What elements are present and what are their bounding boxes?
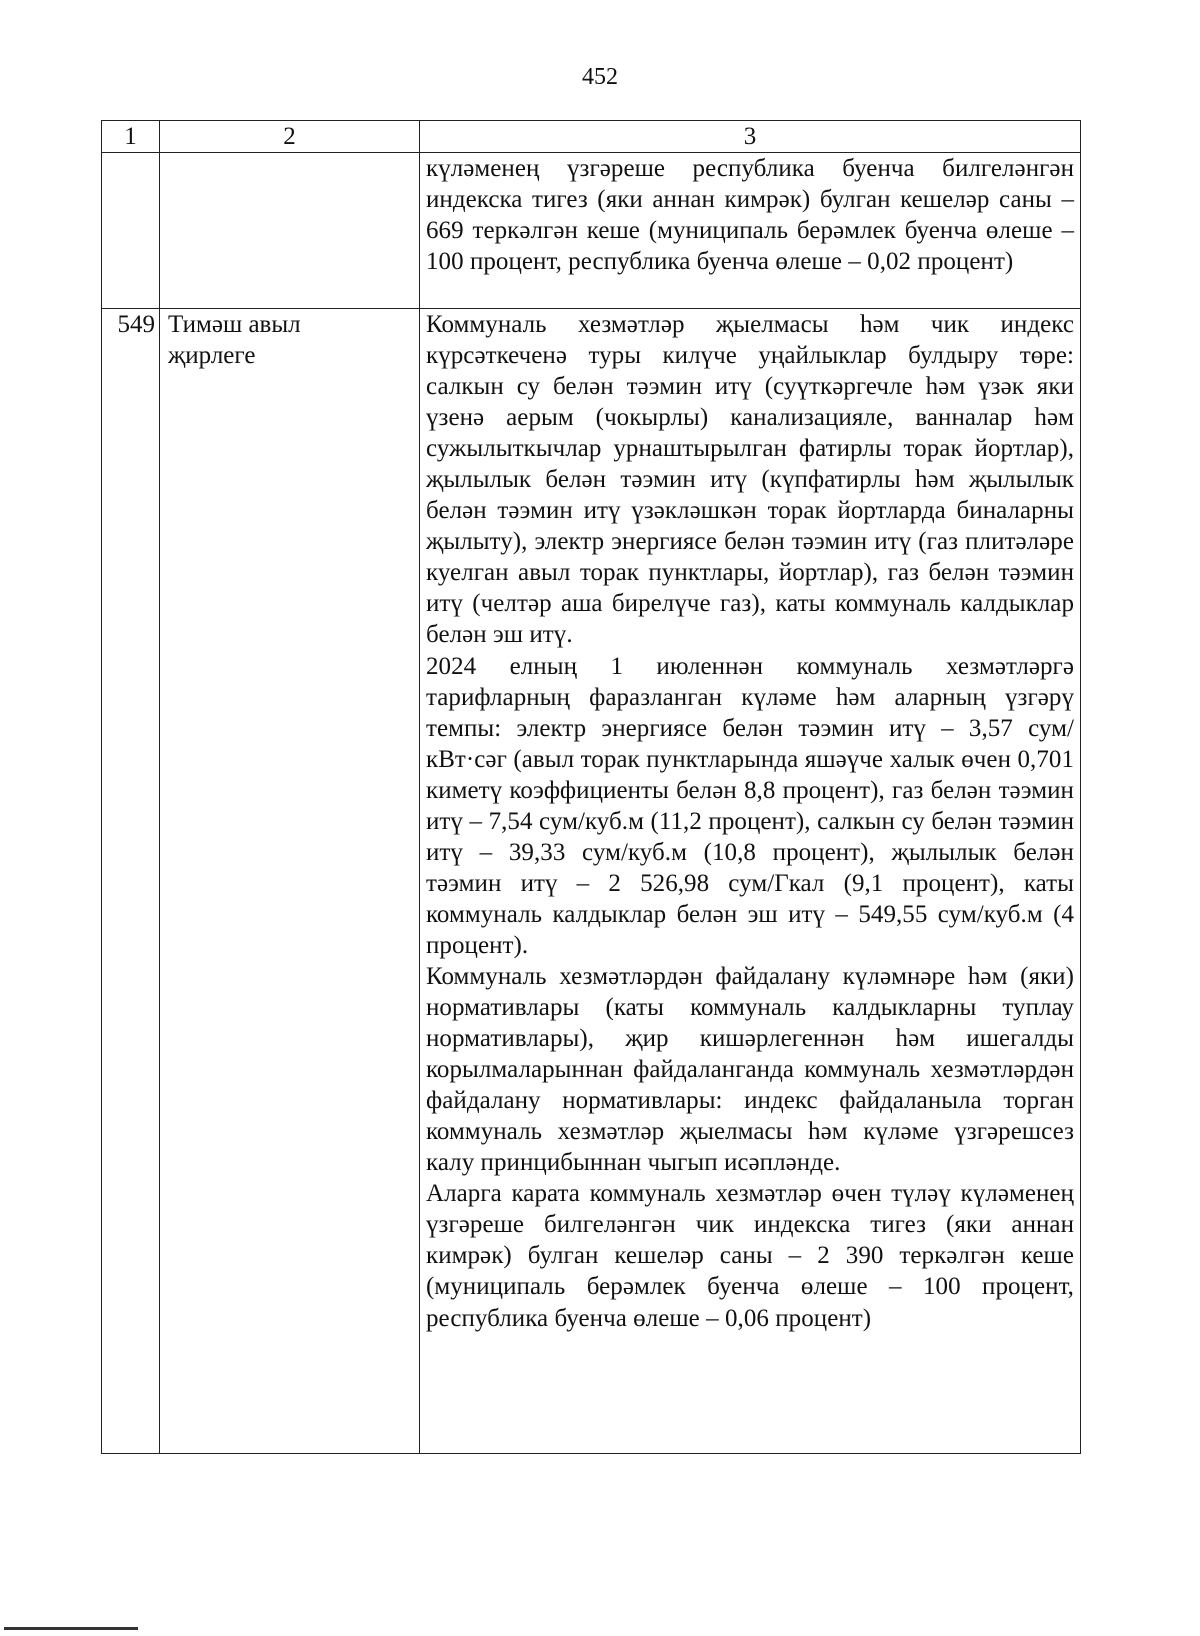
- column-header-1: 1: [102, 121, 160, 153]
- column-header-3: 3: [420, 121, 1081, 153]
- table-row-continuation: [102, 153, 1081, 309]
- settlement-name-line-1: Тимәш авыл: [168, 311, 301, 338]
- row-number-cell: 549: [102, 309, 160, 1454]
- row-number-cell: [102, 153, 160, 309]
- page-number: 452: [582, 64, 618, 90]
- consumption-norms-paragraph: Коммуналь хезмәтләрдән файдалану күләмнәре һәм (яки) нормативлары (каты коммуналь калдыкларны туплау нормативлары), җир кишәрлегеннән һәм ишегалды корылмаларыннан файдаланганда коммуналь хезмәтләрдән файдалану нормативлары: индекс файдаланыла торган коммуналь хезмәтләр җыелмасы һәм күләме үзгәрешсез калу принцибыннан чыгып исәпләнде.: [426, 962, 1074, 1177]
- tariffs-paragraph: 2024 елның 1 июленнән коммуналь хезмәтләргә тарифларның фаразланган күләме һәм аларның үзгәрү темпы: электр энергиясе белән тәэмин итү – 3,57 сум/кВт·сәг (авыл торак пунктларында яшәүче халык өчен 0,701 киметү коэффициенты белән 8,8 процент), газ белән тәэмин итү – 7,54 сум/куб.м (11,2 процент), салкын су белән тәэмин итү – 39,33 сум/куб.м (10,8 процент), җылылык белән тәэмин итү – 2 526,98 сум/Гкал (9,1 процент), каты коммуналь калдыклар белән эш итү – 549,55 сум/куб.м (4 процент).: [426, 652, 1074, 959]
- description-cell: [420, 153, 1081, 309]
- description-paragraph: күләменең үзгәреше республика буенча билгеләнгән индекска тигез (яки аннан кимрәк) булган кешеләр саны – 669 теркәлгән кеше (муниципаль берәмлек буенча өлеше – 100 процент, республика буенча өлеше – 0,02 процент): [426, 155, 1074, 276]
- settlement-name-cell: [160, 309, 420, 1454]
- document-table: [101, 120, 1081, 1454]
- column-header-2: 2: [160, 121, 420, 153]
- settlement-name-line-2: җирлеге: [168, 342, 256, 369]
- population-share-paragraph: Аларга карата коммуналь хезмәтләр өчен түләү күләменең үзгәреше билгеләнгән чик индекска тигез (яки аннан кимрәк) булган кешеләр саны – 2 390 теркәлгән кеше (муниципаль берәмлек буенча өлеше – 100 процент, республика буенча өлеше – 0,06 процент): [426, 1180, 1074, 1332]
- footer-divider: [4, 1627, 138, 1630]
- settlement-name-cell: [160, 153, 420, 309]
- table-row-549: [102, 309, 1081, 1454]
- utilities-set-paragraph: Коммуналь хезмәтләр җыелмасы һәм чик индекс күрсәткеченә туры килүче уңайлыклар булдыру төре: салкын су белән тәэмин итү (суүткәргечле һәм үзәк яки үзенә аерым (чокырлы) канализацияле, ванналар һәм сужылыткычлар урнаштырылган фатирлы торак йортлар), җылылык белән тәэмин итү (күпфатирлы һәм җылылык белән тәэмин итү үзәкләшкән торак йортларда биналарны җылыту), электр энергиясе белән тәэмин итү (газ плитәләре куелган авыл торак пунктлары, йортлар), газ белән тәэмин итү (челтәр аша бирелүче газ), каты коммуналь калдыклар белән эш итү.: [426, 311, 1074, 649]
- description-cell: [420, 309, 1081, 1454]
- table-header-row: [102, 121, 1081, 153]
